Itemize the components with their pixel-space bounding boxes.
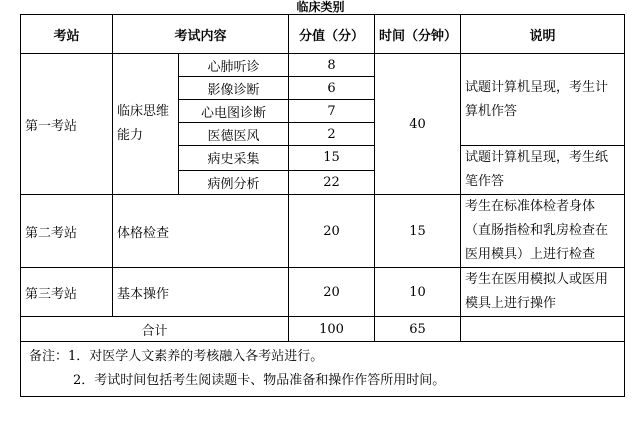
header-note: 说明 xyxy=(461,15,625,54)
station3-content: 基本操作 xyxy=(113,268,289,317)
item-name: 病史采集 xyxy=(179,146,289,171)
table-caption: 临床类别 xyxy=(296,0,345,14)
header-score: 分值（分） xyxy=(289,15,375,54)
station2-score: 20 xyxy=(289,195,375,268)
item-name: 病例分析 xyxy=(179,170,289,195)
item-name: 医德医风 xyxy=(179,123,289,146)
item-score: 6 xyxy=(289,77,375,100)
item-name: 心电图诊断 xyxy=(179,100,289,123)
station3-score: 20 xyxy=(289,268,375,317)
table-row xyxy=(21,54,625,77)
header-row xyxy=(21,15,625,54)
table-row xyxy=(21,195,625,268)
item-name: 心肺听诊 xyxy=(179,54,289,77)
station1-note-b: 试题计算机呈现，考生纸笔作答 xyxy=(461,146,625,195)
header-content: 考试内容 xyxy=(113,15,289,54)
item-score: 7 xyxy=(289,100,375,123)
station3-note: 考生在医用模拟人或医用模具上进行操作 xyxy=(461,268,625,317)
remark-line-1: 备注：1．对医学人文素养的考核融入各考站进行。 xyxy=(29,349,324,364)
item-name: 影像诊断 xyxy=(179,77,289,100)
table-row xyxy=(21,268,625,317)
header-station: 考站 xyxy=(21,15,113,54)
station2-name: 第二考站 xyxy=(21,195,113,268)
total-row xyxy=(21,317,625,342)
station3-name: 第三考站 xyxy=(21,268,113,317)
item-score: 2 xyxy=(289,123,375,146)
station2-content: 体格检查 xyxy=(113,195,289,268)
item-score: 22 xyxy=(289,170,375,195)
station1-name: 第一考站 xyxy=(21,54,113,195)
station1-note-a: 试题计算机呈现，考生计算机作答 xyxy=(461,54,625,146)
station3-time: 10 xyxy=(375,268,461,317)
station1-category: 临床思维能力 xyxy=(113,54,179,195)
station2-note: 考生在标准体检者身体（直肠指检和乳房检查在医用模具）上进行检查 xyxy=(461,195,625,268)
total-label: 合计 xyxy=(21,317,289,342)
header-time: 时间（分钟） xyxy=(375,15,461,54)
total-score: 100 xyxy=(289,317,375,342)
item-score: 8 xyxy=(289,54,375,77)
total-note-empty xyxy=(461,317,625,342)
remarks-cell xyxy=(21,342,625,397)
total-time: 65 xyxy=(375,317,461,342)
exam-table xyxy=(20,14,625,397)
station2-time: 15 xyxy=(375,195,461,268)
station1-time: 40 xyxy=(375,54,461,195)
item-score: 15 xyxy=(289,146,375,171)
remarks-row xyxy=(21,342,625,397)
remark-line-2: 2．考试时间包括考生阅读题卡、物品准备和操作作答所用时间。 xyxy=(73,373,446,388)
